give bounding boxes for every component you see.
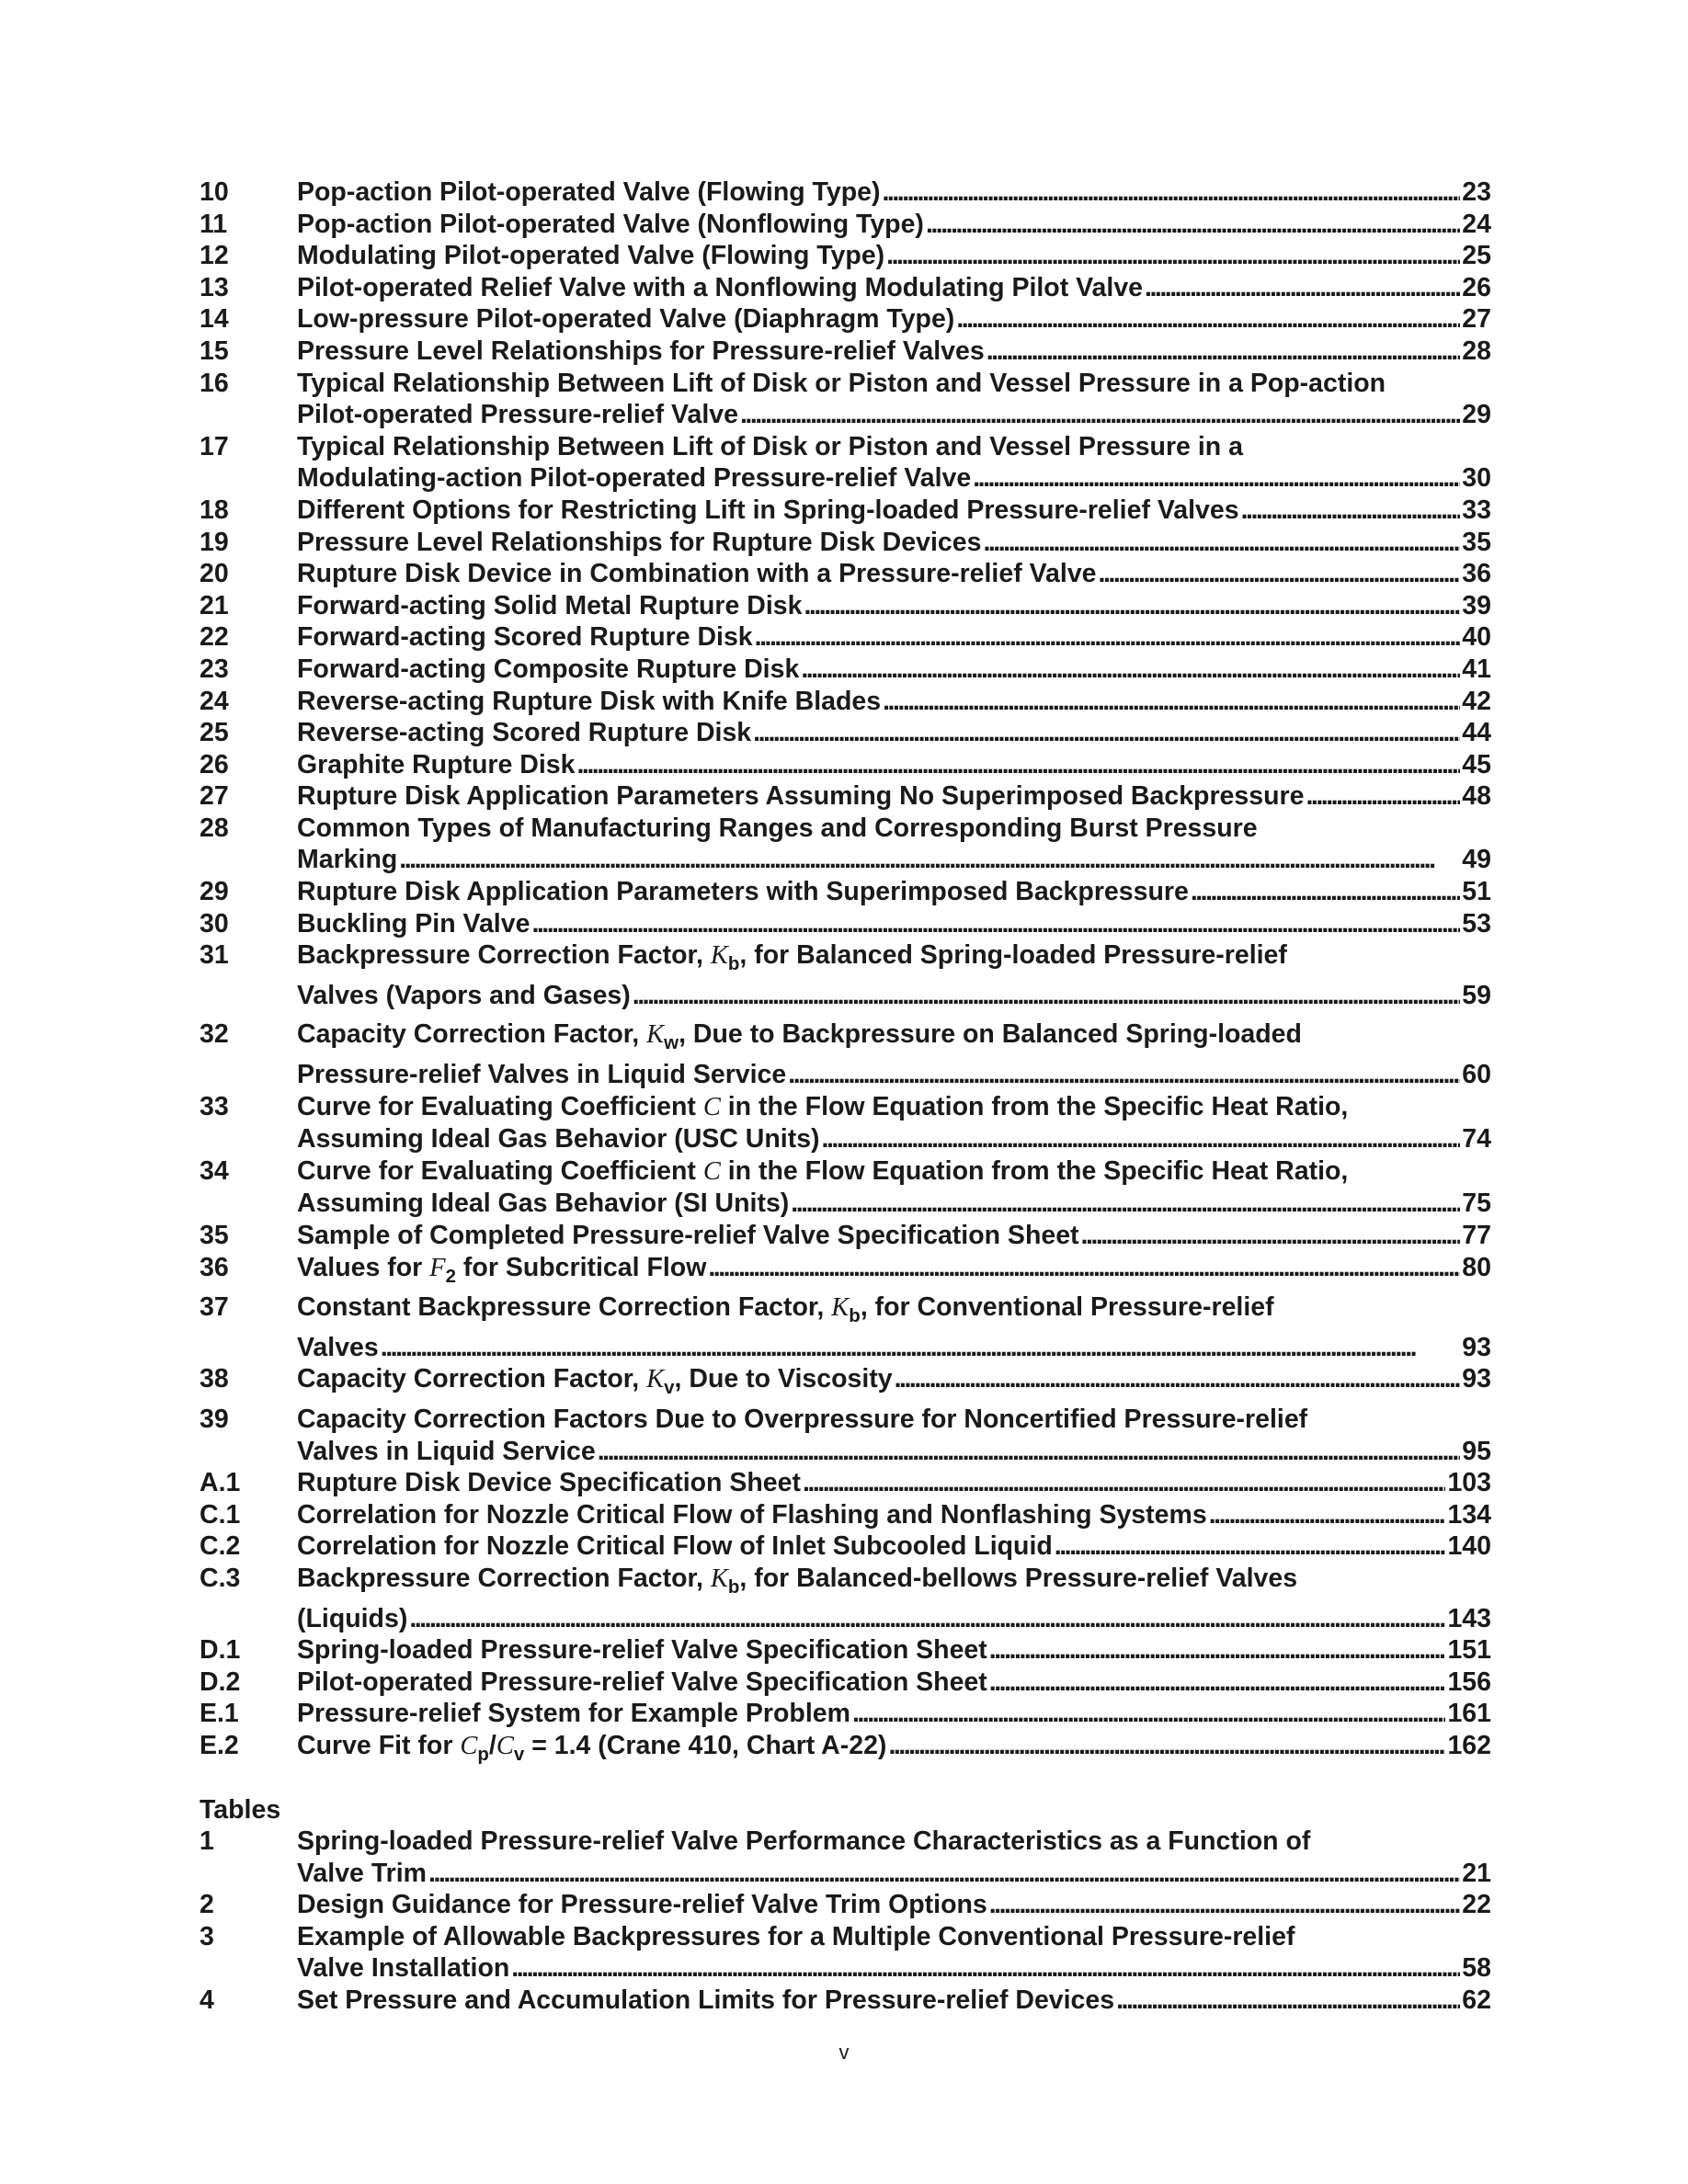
entry-title-line: Common Types of Manufacturing Ranges and Corresponding Burst Pressure [297, 813, 1258, 843]
page-number: 62 [1462, 1985, 1491, 2016]
leader-dots [801, 654, 1460, 686]
entry-number: 33 [200, 1091, 229, 1121]
toc-entry[interactable] [200, 654, 1491, 686]
toc-entry[interactable] [200, 527, 1491, 559]
entry-title: Pilot-operated Pressure-relief Valve [297, 400, 738, 430]
toc-entry[interactable] [200, 336, 1491, 368]
entry-title: Valves in Liquid Service [297, 1436, 596, 1466]
tables-heading: Tables [200, 1794, 281, 1825]
toc-entry[interactable] [200, 1467, 1491, 1499]
toc-entry[interactable] [200, 1634, 1491, 1666]
entry-title: Sample of Completed Pressure-relief Valve Specification Sheet [297, 1221, 1079, 1250]
toc-entry[interactable] [200, 495, 1491, 527]
entry-title: Valves (Vapors and Gases) [297, 980, 631, 1010]
entry-title: Modulating Pilot-operated Valve (Flowing Type) [297, 241, 885, 271]
toc-entry[interactable] [200, 1826, 1491, 1889]
entry-number: 23 [200, 654, 229, 684]
leader-dots [409, 1603, 1445, 1635]
entry-title: Reverse-acting Rupture Disk with Knife Blades [297, 686, 882, 716]
entry-title: Capacity Correction Factor, $K_v$, Due to Viscosity [297, 1364, 893, 1399]
page-number: 33 [1462, 495, 1491, 525]
entry-number: E.1 [200, 1699, 239, 1729]
page-number: 156 [1447, 1666, 1491, 1697]
entry-title-line: Typical Relationship Between Lift of Disk or Piston and Vessel Pressure in a Pop-action [297, 368, 1386, 398]
leader-dots [956, 303, 1460, 336]
leader-dots [803, 1467, 1445, 1499]
page-number: 23 [1462, 177, 1491, 207]
toc-entry[interactable] [200, 939, 1491, 1011]
leader-dots [708, 1252, 1460, 1284]
entry-title: Design Guidance for Pressure-relief Valve Trim Options [297, 1890, 987, 1920]
entry-title: Assuming Ideal Gas Behavior (USC Units) [297, 1124, 820, 1155]
entry-number: 34 [200, 1155, 229, 1186]
entry-title-line: Backpressure Correction Factor, $K_b$, for Balanced Spring-loaded Pressure-relief [297, 940, 1287, 975]
leader-dots [1191, 876, 1460, 908]
leader-dots [381, 1332, 1461, 1364]
page-number: 29 [1462, 400, 1491, 430]
toc-entry[interactable] [200, 876, 1491, 908]
toc-entry[interactable] [200, 908, 1491, 940]
page-number: 58 [1462, 1953, 1491, 1984]
entry-title: (Liquids) [297, 1603, 408, 1633]
page-number: 77 [1462, 1221, 1491, 1250]
entry-number: C.1 [200, 1499, 241, 1530]
entry-number: 20 [200, 559, 229, 589]
leader-dots [895, 1363, 1461, 1395]
toc-entry[interactable] [200, 749, 1491, 781]
entry-title: Pressure Level Relationships for Pressure-relief Valves [297, 336, 985, 366]
entry-number: 35 [200, 1221, 229, 1250]
page-number: 53 [1462, 908, 1491, 938]
leader-dots [1055, 1530, 1446, 1563]
leader-dots [882, 176, 1460, 209]
toc-entry[interactable] [200, 1291, 1491, 1363]
page-number: 36 [1462, 559, 1491, 589]
page-number: 75 [1462, 1189, 1491, 1219]
toc-entry[interactable] [200, 686, 1491, 718]
entry-number: 10 [200, 177, 229, 207]
toc-entry[interactable] [200, 1155, 1491, 1220]
leader-dots [1241, 495, 1461, 527]
entry-title: Low-pressure Pilot-operated Valve (Diaphragm Type) [297, 304, 955, 335]
entry-title-line: Constant Backpressure Correction Factor, $K_b$, for Conventional Pressure-relief [297, 1292, 1274, 1327]
entry-title: Marking [297, 845, 398, 875]
entry-title: Buckling Pin Valve [297, 908, 530, 938]
entry-number: 15 [200, 336, 229, 366]
entry-title: Set Pressure and Accumulation Limits for Pressure-relief Devices [297, 1985, 1115, 2016]
page-number: 25 [1462, 241, 1491, 271]
entry-number: 31 [200, 940, 229, 971]
leader-dots [598, 1436, 1461, 1468]
leader-dots [989, 1634, 1446, 1666]
entry-title-line: Spring-loaded Pressure-relief Valve Performance Characteristics as a Function of [297, 1826, 1311, 1857]
entry-title: Pressure Level Relationships for Rupture Disk Devices [297, 527, 982, 557]
page-number: 30 [1462, 463, 1491, 494]
page-number: 59 [1462, 980, 1491, 1010]
leader-dots [926, 209, 1460, 241]
entry-title: Pressure-relief Valves in Liquid Service [297, 1060, 787, 1090]
entry-title-line: Backpressure Correction Factor, $K_b$, for Balanced-bellows Pressure-relief Valves [297, 1563, 1298, 1598]
entry-number: 32 [200, 1019, 229, 1050]
entry-number: 24 [200, 686, 229, 716]
page-number: 35 [1462, 527, 1491, 557]
page-number: 162 [1447, 1730, 1491, 1760]
leader-dots [886, 240, 1460, 272]
entry-title-line: Curve for Evaluating Coefficient C in the Flow Equation from the Specific Heat Ratio, [297, 1155, 1349, 1186]
page-number: 21 [1462, 1858, 1491, 1888]
entry-number: 28 [200, 813, 229, 843]
entry-title: Curve Fit for $C_p/C_v = 1.4$ (Crane 410, Chart A-22) [297, 1730, 887, 1766]
entry-number: 25 [200, 718, 229, 748]
entry-title: Forward-acting Scored Rupture Disk [297, 622, 753, 653]
page-number: 161 [1447, 1699, 1491, 1729]
entry-number: 22 [200, 622, 229, 653]
leader-dots [1145, 272, 1460, 304]
entry-number: 13 [200, 272, 229, 302]
entry-title: Rupture Disk Device in Combination with a Pressure-relief Valve [297, 559, 1097, 589]
toc-entry[interactable] [200, 1018, 1491, 1090]
entry-number: 21 [200, 590, 229, 620]
page-number: 103 [1447, 1468, 1491, 1498]
entry-number: C.3 [200, 1563, 241, 1593]
entry-title-line: Capacity Correction Factor, $K_w$, Due to Backpressure on Balanced Spring-loaded [297, 1019, 1302, 1054]
toc-entry[interactable] [200, 240, 1491, 272]
entry-number: 14 [200, 304, 229, 335]
entry-number: D.1 [200, 1635, 241, 1666]
page-number: 80 [1462, 1252, 1491, 1282]
page-number: 42 [1462, 686, 1491, 716]
page-number: 151 [1447, 1635, 1491, 1666]
entry-title-line: Typical Relationship Between Lift of Disk or Piston and Vessel Pressure in a [297, 431, 1243, 461]
leader-dots [511, 1952, 1460, 1985]
toc-list [200, 176, 1491, 2017]
page-number: 22 [1462, 1890, 1491, 1920]
toc-entry[interactable] [200, 1404, 1491, 1467]
entry-number: A.1 [200, 1468, 241, 1498]
leader-dots [399, 844, 1460, 876]
leader-dots [755, 621, 1461, 654]
toc-entry[interactable] [200, 431, 1491, 495]
entry-title: Reverse-acting Scored Rupture Disk [297, 718, 752, 748]
toc-entry[interactable] [200, 1363, 1491, 1399]
entry-title: Correlation for Nozzle Critical Flow of Flashing and Nonflashing Systems [297, 1499, 1207, 1530]
entry-title: Different Options for Restricting Lift in Spring-loaded Pressure-relief Valves [297, 495, 1239, 525]
leader-dots [1116, 1985, 1460, 2017]
page-number: 27 [1462, 304, 1491, 335]
leader-dots [852, 1698, 1446, 1730]
page-number: 93 [1462, 1332, 1491, 1362]
page-number: 40 [1462, 622, 1491, 653]
entry-number: D.2 [200, 1666, 241, 1697]
leader-dots [989, 1666, 1446, 1699]
entry-number: 36 [200, 1252, 229, 1282]
entry-number: 27 [200, 781, 229, 812]
entry-title: Rupture Disk Device Specification Sheet [297, 1468, 801, 1498]
leader-dots [883, 686, 1460, 718]
page-number: 44 [1462, 718, 1491, 748]
leader-dots [753, 717, 1460, 749]
toc-entry[interactable] [200, 1698, 1491, 1730]
toc-entry[interactable] [200, 1091, 1491, 1155]
entry-title: Forward-acting Solid Metal Rupture Disk [297, 590, 803, 620]
leader-dots [633, 980, 1461, 1012]
leader-dots [1081, 1220, 1461, 1252]
toc-entry[interactable] [200, 1730, 1491, 1766]
page-number: 51 [1462, 877, 1491, 907]
entry-title: Rupture Disk Application Parameters Assuming No Superimposed Backpressure [297, 781, 1305, 812]
entry-title: Pilot-operated Relief Valve with a Nonflowing Modulating Pilot Valve [297, 272, 1144, 302]
entry-title: Correlation for Nozzle Critical Flow of Inlet Subcooled Liquid [297, 1531, 1053, 1562]
entry-number: 16 [200, 368, 229, 398]
page-number: 134 [1447, 1499, 1491, 1530]
toc-entry[interactable] [200, 1666, 1491, 1699]
entry-number: 17 [200, 431, 229, 461]
entry-title: Assuming Ideal Gas Behavior (SI Units) [297, 1189, 790, 1219]
entry-number: 18 [200, 495, 229, 525]
toc-entry[interactable] [200, 1530, 1491, 1563]
page-number: 39 [1462, 590, 1491, 620]
leader-dots [973, 462, 1460, 495]
entry-number: 38 [200, 1364, 229, 1394]
toc-entry[interactable] [200, 813, 1491, 876]
entry-title-line: Capacity Correction Factors Due to Overpressure for Noncertified Pressure-relief [297, 1404, 1308, 1434]
entry-title: Pop-action Pilot-operated Valve (Flowing Type) [297, 177, 881, 207]
entry-number: 29 [200, 877, 229, 907]
leader-dots [888, 1730, 1445, 1762]
toc-entry[interactable] [200, 1252, 1491, 1285]
entry-title: Values for $F_2$ for Subcritical Flow [297, 1252, 707, 1287]
entry-number: 12 [200, 241, 229, 271]
leader-dots [822, 1123, 1461, 1155]
entry-title: Rupture Disk Application Parameters with Superimposed Backpressure [297, 877, 1189, 907]
toc-entry[interactable] [200, 1985, 1491, 2017]
entry-number: C.2 [200, 1531, 241, 1562]
entry-title: Valve Installation [297, 1953, 510, 1984]
page-number: 143 [1447, 1603, 1491, 1633]
page-folio: v [838, 2041, 850, 2064]
leader-dots [788, 1059, 1460, 1091]
page-number: 41 [1462, 654, 1491, 684]
entry-number: 3 [200, 1921, 214, 1951]
entry-title: Spring-loaded Pressure-relief Valve Specification Sheet [297, 1635, 987, 1666]
page-number: 45 [1462, 749, 1491, 779]
toc-entry[interactable] [200, 368, 1491, 431]
page-number: 24 [1462, 209, 1491, 239]
toc-entry[interactable] [200, 176, 1491, 209]
tables-list [200, 1826, 1491, 2017]
page-number: 140 [1447, 1531, 1491, 1562]
entry-number: 19 [200, 527, 229, 557]
toc-entry[interactable] [200, 1220, 1491, 1252]
toc-entry[interactable] [200, 1563, 1491, 1634]
toc-entry[interactable] [200, 209, 1491, 241]
entry-number: 1 [200, 1826, 214, 1857]
entry-number: 37 [200, 1292, 229, 1323]
entry-number: 2 [200, 1890, 214, 1920]
toc-entry[interactable] [200, 558, 1491, 590]
entry-title: Pilot-operated Pressure-relief Valve Specification Sheet [297, 1666, 987, 1697]
leader-dots [740, 399, 1460, 431]
page-number: 48 [1462, 781, 1491, 812]
entry-title: Valves [297, 1332, 379, 1362]
leader-dots [1099, 558, 1461, 590]
entry-title: Graphite Rupture Disk [297, 749, 576, 779]
entry-number: E.2 [200, 1730, 239, 1760]
entry-number: 11 [200, 209, 228, 239]
leader-dots [804, 590, 1460, 622]
leader-dots [791, 1188, 1460, 1220]
toc-entry[interactable] [200, 1889, 1491, 1921]
entry-title: Pop-action Pilot-operated Valve (Nonflowing Type) [297, 209, 924, 239]
toc-entry[interactable] [200, 1499, 1491, 1531]
leader-dots [576, 749, 1460, 781]
leader-dots [428, 1858, 1460, 1890]
entry-title: Modulating-action Pilot-operated Pressure-relief Valve [297, 463, 972, 494]
toc-entry[interactable] [200, 780, 1491, 813]
entry-number: 26 [200, 749, 229, 779]
page-number: 93 [1462, 1364, 1491, 1394]
leader-dots [989, 1889, 1461, 1921]
toc-entry[interactable] [200, 717, 1491, 749]
entry-number: 39 [200, 1404, 229, 1434]
entry-number: 4 [200, 1985, 214, 2016]
entry-title-line: Curve for Evaluating Coefficient C in the Flow Equation from the Specific Heat Ratio, [297, 1091, 1349, 1121]
entry-title: Forward-acting Composite Rupture Disk [297, 654, 800, 684]
page-number: 95 [1462, 1436, 1491, 1466]
leader-dots [1306, 780, 1460, 813]
toc-entry[interactable] [200, 590, 1491, 622]
leader-dots [531, 908, 1460, 940]
page-number: 74 [1462, 1124, 1491, 1155]
toc-entry[interactable] [200, 272, 1491, 304]
page-number: 26 [1462, 272, 1491, 302]
entry-title: Valve Trim [297, 1858, 428, 1888]
page-number: 60 [1462, 1060, 1491, 1090]
leader-dots [983, 527, 1460, 559]
figures-list [200, 176, 1491, 939]
entry-title: Pressure-relief System for Example Problem [297, 1699, 850, 1729]
toc-entry[interactable] [200, 303, 1491, 336]
leader-dots [1209, 1499, 1446, 1531]
page-number: 28 [1462, 336, 1491, 366]
toc-entry[interactable] [200, 1921, 1491, 1985]
leader-dots [987, 336, 1461, 368]
page-number: 49 [1462, 845, 1491, 875]
entry-title-line: Example of Allowable Backpressures for a Multiple Conventional Pressure-relief [297, 1921, 1295, 1951]
toc-entry[interactable] [200, 621, 1491, 654]
entry-number: 30 [200, 908, 229, 938]
